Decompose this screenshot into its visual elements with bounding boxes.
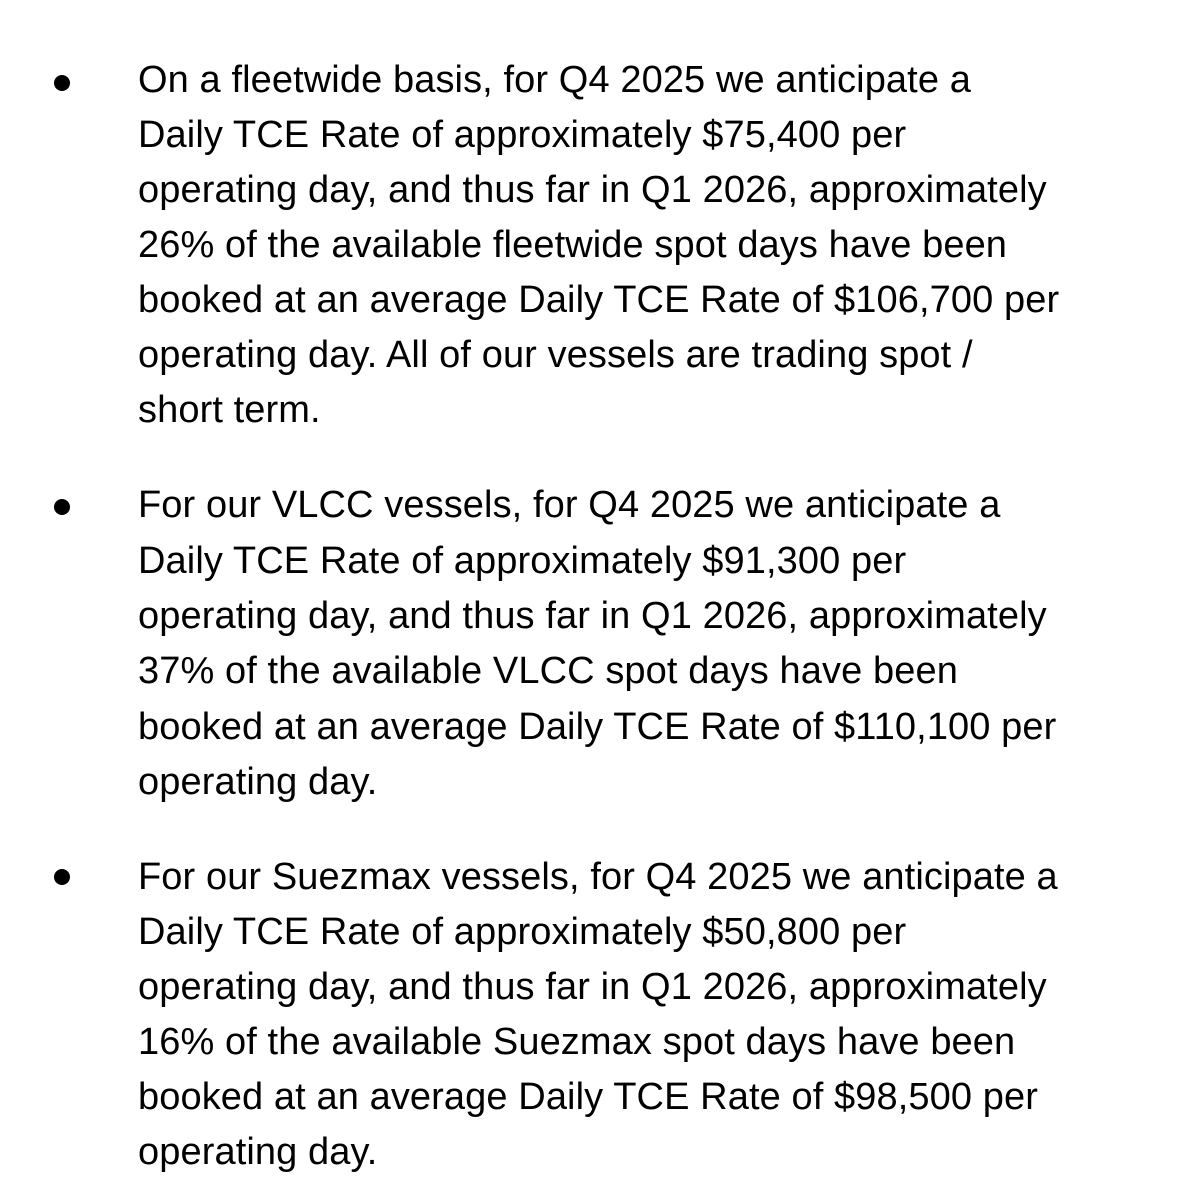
bullet-line: Daily TCE Rate of approximately $91,300 per — [138, 540, 907, 582]
bullet-line: On a fleetwide basis, for Q4 2025 we anticipate a — [138, 59, 971, 101]
bullet-line: booked at an average Daily TCE Rate of $98,500 per — [138, 1076, 1038, 1118]
bullet-line: booked at an average Daily TCE Rate of $106,700 per — [138, 279, 1060, 321]
bullet-line: Daily TCE Rate of approximately $50,800 per — [138, 911, 907, 953]
bullet-line: operating day, and thus far in Q1 2026, approximately — [138, 169, 1047, 211]
bullet-line: For our VLCC vessels, for Q4 2025 we anticipate a — [138, 484, 1001, 526]
bullet-line: operating day, and thus far in Q1 2026, approximately — [138, 595, 1047, 637]
bullet-line: operating day. — [138, 1131, 378, 1173]
bullet-dot-icon — [54, 499, 70, 515]
bullet-line: operating day. All of our vessels are trading spot / — [138, 334, 973, 376]
bullet-line: 37% of the available VLCC spot days have been — [138, 650, 958, 692]
bullet-dot-icon — [54, 869, 70, 885]
bullet-line: short term. — [138, 389, 321, 431]
bullet-line: Daily TCE Rate of approximately $75,400 per — [138, 114, 907, 156]
bullet-line: booked at an average Daily TCE Rate of $110,100 per — [138, 706, 1057, 748]
bullet-line: operating day. — [138, 761, 378, 803]
bullet-dot-icon — [54, 75, 70, 91]
bullet-line: For our Suezmax vessels, for Q4 2025 we anticipate a — [138, 856, 1058, 898]
bullet-line: operating day, and thus far in Q1 2026, approximately — [138, 966, 1047, 1008]
bullet-line: 26% of the available fleetwide spot days have been — [138, 224, 1008, 266]
bullet-line: 16% of the available Suezmax spot days have been — [138, 1021, 1016, 1063]
